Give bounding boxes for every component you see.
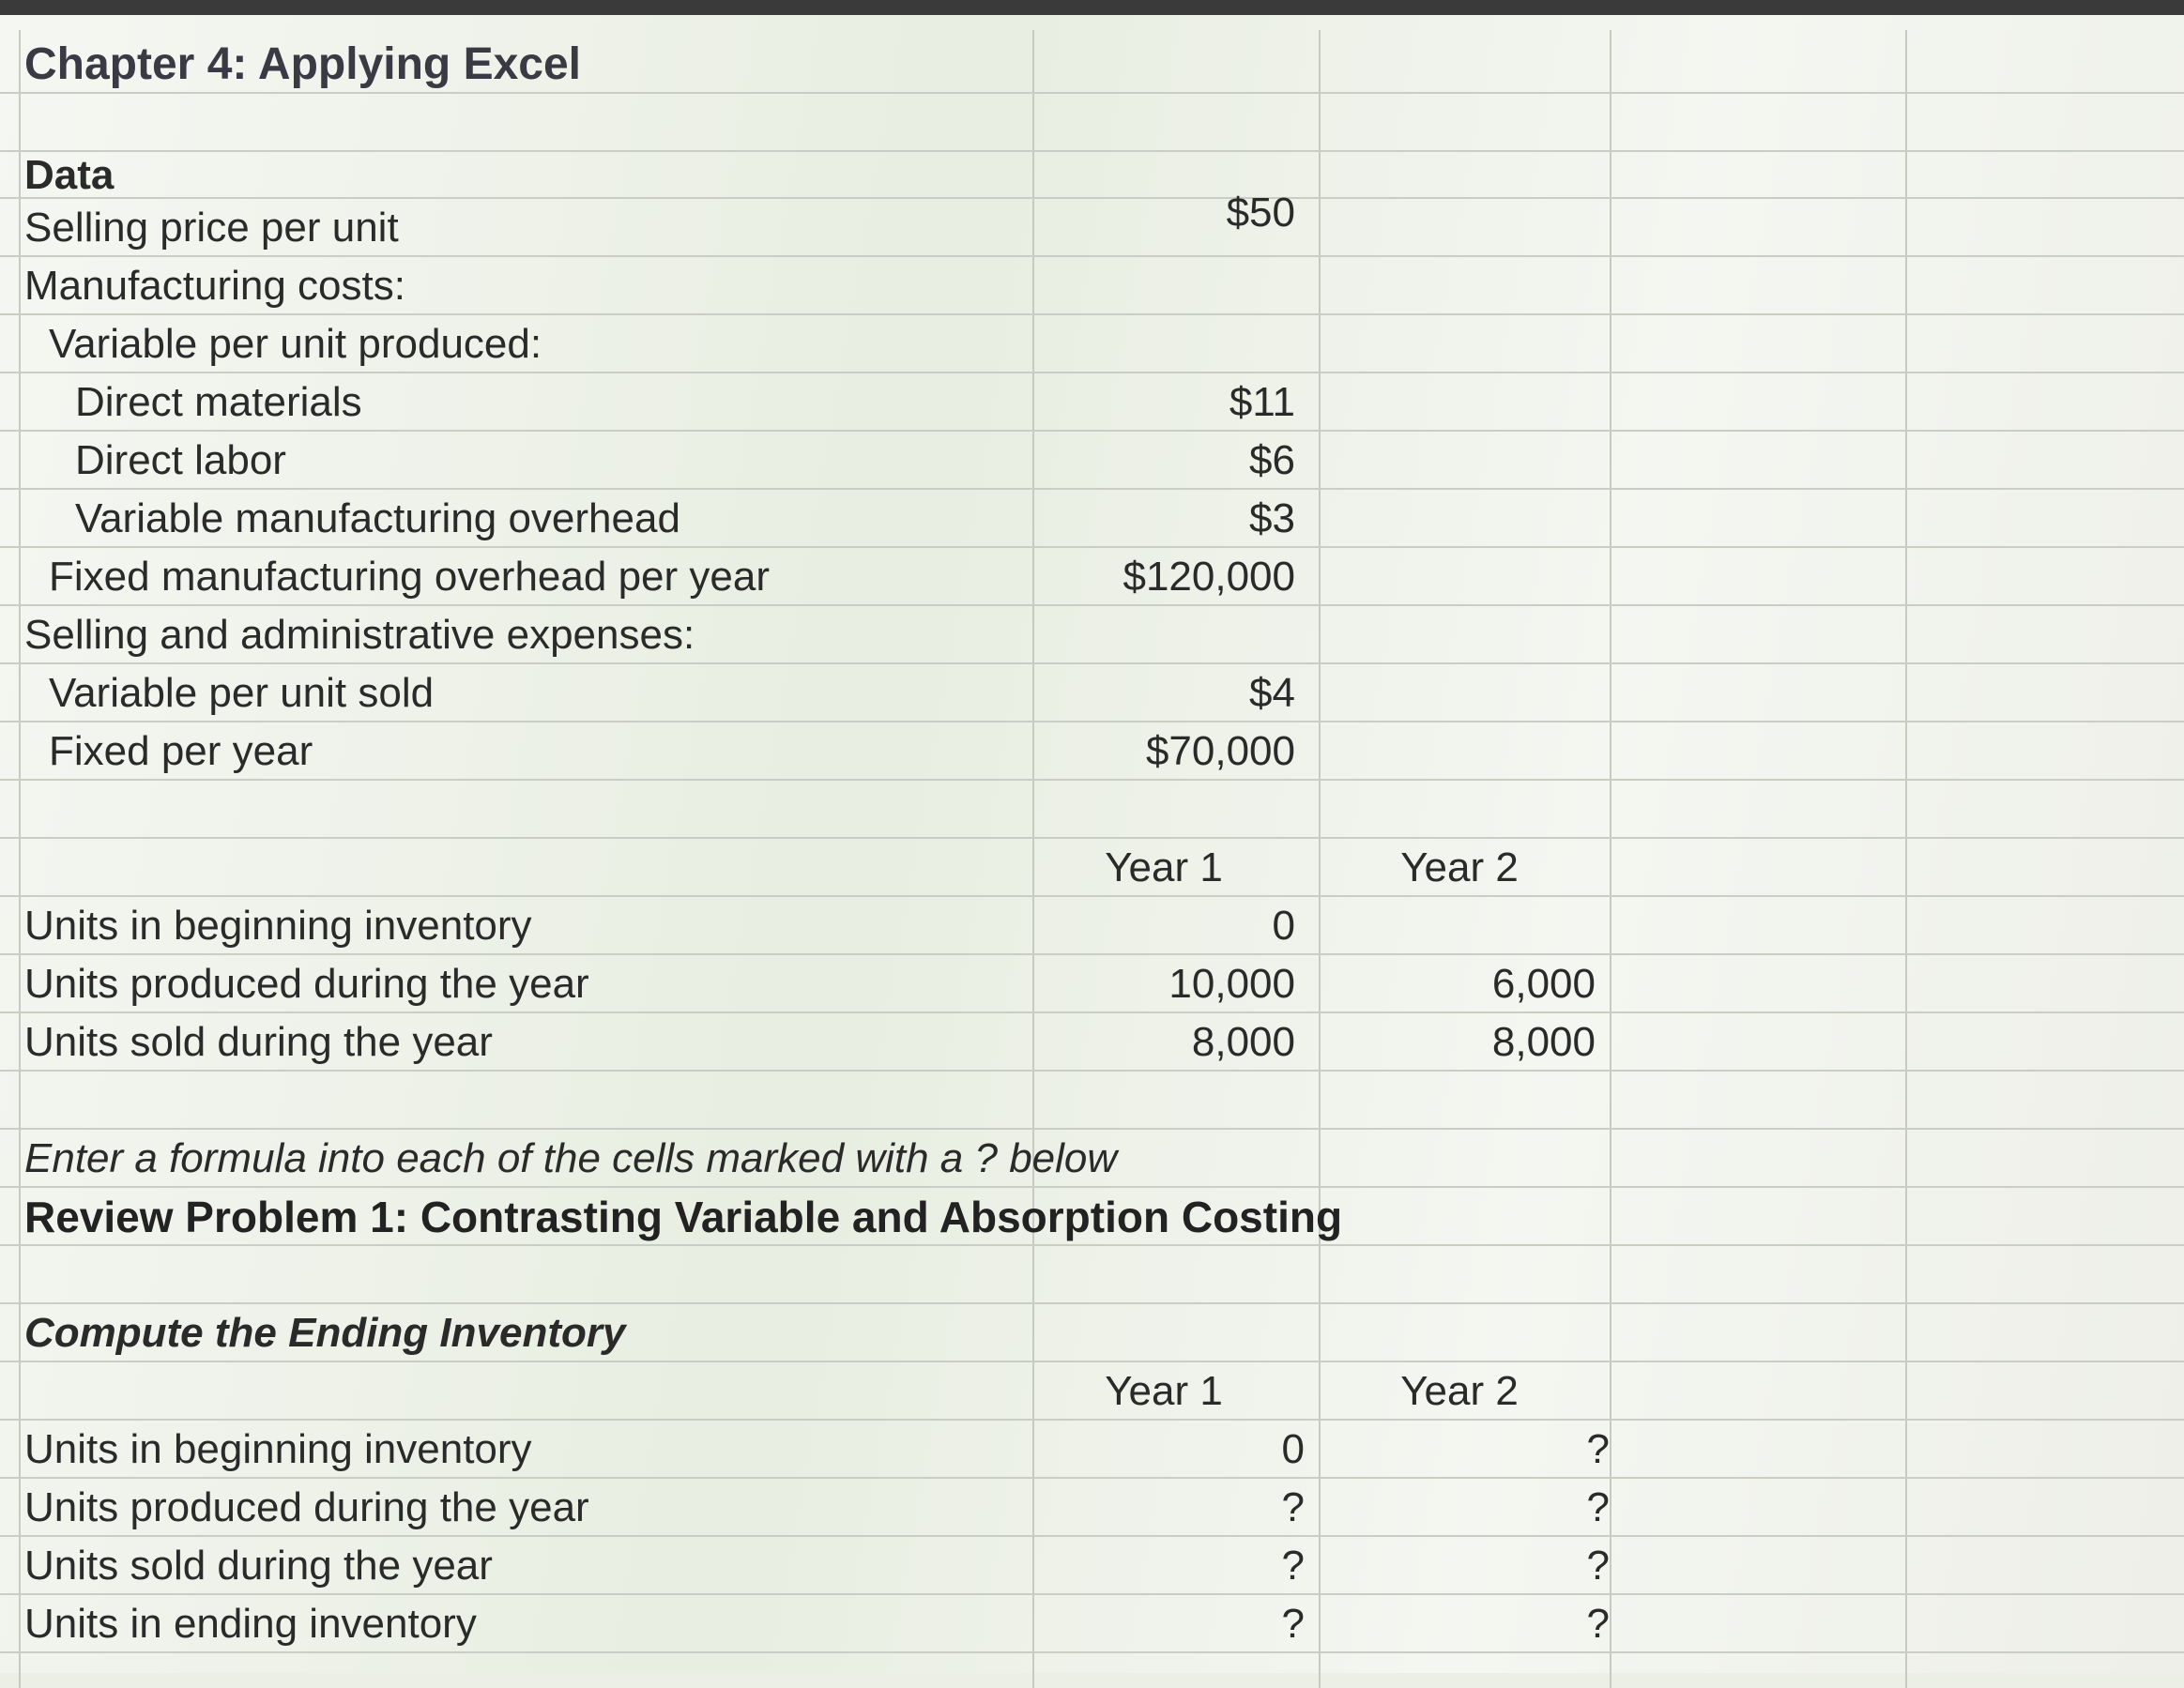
year1-value[interactable]: 10,000	[1168, 961, 1295, 1007]
row-value[interactable]: $120,000	[1123, 554, 1295, 600]
table-row[interactable]	[0, 315, 2184, 373]
table-row[interactable]	[0, 490, 2184, 548]
column-header-year2[interactable]: Year 2	[1400, 844, 1519, 890]
column-header-year1[interactable]: Year 1	[1105, 1368, 1223, 1414]
row-label[interactable]: Units sold during the year	[24, 1543, 493, 1589]
row-label[interactable]: Selling and administrative expenses:	[24, 612, 695, 658]
table-row[interactable]	[0, 1013, 2184, 1072]
year1-value[interactable]: 0	[1272, 903, 1295, 949]
table-row[interactable]	[0, 190, 2184, 257]
year1-formula-cell[interactable]: ?	[1281, 1601, 1305, 1647]
sheet-row[interactable]	[0, 1072, 2184, 1130]
table-row[interactable]	[0, 897, 2184, 955]
row-label[interactable]: Units produced during the year	[24, 1484, 589, 1530]
data-heading[interactable]: Data	[24, 152, 115, 198]
table-row[interactable]	[0, 955, 2184, 1013]
row-label[interactable]: Manufacturing costs:	[24, 263, 405, 309]
table-row[interactable]	[0, 1537, 2184, 1595]
table-row[interactable]	[0, 548, 2184, 606]
year2-formula-cell[interactable]: ?	[1586, 1543, 1610, 1589]
sheet-row[interactable]	[0, 1188, 2184, 1246]
table-row[interactable]	[0, 606, 2184, 664]
table-row[interactable]	[0, 373, 2184, 432]
year1-formula-cell[interactable]: ?	[1281, 1543, 1305, 1589]
year1-formula-cell[interactable]: 0	[1281, 1426, 1305, 1472]
row-label[interactable]: Direct labor	[75, 437, 286, 483]
row-label[interactable]: Selling price per unit	[24, 205, 399, 251]
window-top-bar	[0, 0, 2184, 15]
compute-heading[interactable]: Compute the Ending Inventory	[24, 1310, 626, 1356]
sheet-title[interactable]: Chapter 4: Applying Excel	[24, 39, 582, 89]
column-header-year1[interactable]: Year 1	[1105, 844, 1223, 890]
row-label[interactable]: Variable per unit sold	[49, 670, 435, 716]
row-label[interactable]: Variable manufacturing overhead	[75, 495, 680, 541]
row-label[interactable]: Fixed per year	[49, 728, 313, 774]
row-value[interactable]: $6	[1249, 437, 1295, 483]
table-row[interactable]	[0, 257, 2184, 315]
spreadsheet-grid[interactable]	[0, 15, 2184, 1673]
table-row[interactable]	[0, 432, 2184, 490]
row-label[interactable]: Variable per unit produced:	[49, 321, 542, 367]
table-row[interactable]	[0, 664, 2184, 722]
year2-formula-cell[interactable]: ?	[1586, 1426, 1610, 1472]
year2-value[interactable]	[1323, 897, 1596, 955]
sheet-row[interactable]	[0, 94, 2184, 152]
row-value[interactable]: $70,000	[1145, 728, 1295, 774]
row-label[interactable]: Fixed manufacturing overhead per year	[49, 554, 770, 600]
table-row[interactable]	[0, 1479, 2184, 1537]
column-header-year2[interactable]: Year 2	[1400, 1368, 1519, 1414]
row-value[interactable]: $3	[1249, 495, 1295, 541]
year2-value[interactable]: 8,000	[1491, 1019, 1596, 1065]
year2-formula-cell[interactable]: ?	[1586, 1484, 1610, 1530]
row-value[interactable]: $50	[1226, 190, 1295, 236]
table-row[interactable]	[0, 722, 2184, 781]
sheet-row[interactable]	[0, 1246, 2184, 1304]
review-problem-title[interactable]: Review Problem 1: Contrasting Variable and Absorption Costing	[24, 1193, 1343, 1241]
row-value[interactable]: $4	[1249, 670, 1295, 716]
sheet-row[interactable]	[0, 781, 2184, 839]
instruction-text[interactable]: Enter a formula into each of the cells marked with a ? below	[24, 1135, 1118, 1181]
table-row[interactable]	[0, 1595, 2184, 1653]
table-header-row[interactable]	[0, 1362, 2184, 1421]
row-label[interactable]: Direct materials	[75, 379, 362, 425]
year1-value[interactable]: 8,000	[1191, 1019, 1295, 1065]
row-label[interactable]: Units produced during the year	[24, 961, 589, 1007]
row-label[interactable]: Units in ending inventory	[24, 1601, 477, 1647]
sheet-row[interactable]	[0, 36, 2184, 94]
row-label[interactable]: Units sold during the year	[24, 1019, 493, 1065]
sheet-row[interactable]	[0, 1304, 2184, 1362]
table-row[interactable]	[0, 1421, 2184, 1479]
table-header-row[interactable]	[0, 839, 2184, 897]
row-value[interactable]: $11	[1229, 379, 1295, 425]
year2-formula-cell[interactable]: ?	[1586, 1601, 1610, 1647]
row-label[interactable]: Units in beginning inventory	[24, 1426, 532, 1472]
row-label[interactable]: Units in beginning inventory	[24, 903, 532, 949]
year2-value[interactable]: 6,000	[1491, 961, 1596, 1007]
year1-formula-cell[interactable]: ?	[1281, 1484, 1305, 1530]
sheet-row[interactable]	[0, 1130, 2184, 1188]
